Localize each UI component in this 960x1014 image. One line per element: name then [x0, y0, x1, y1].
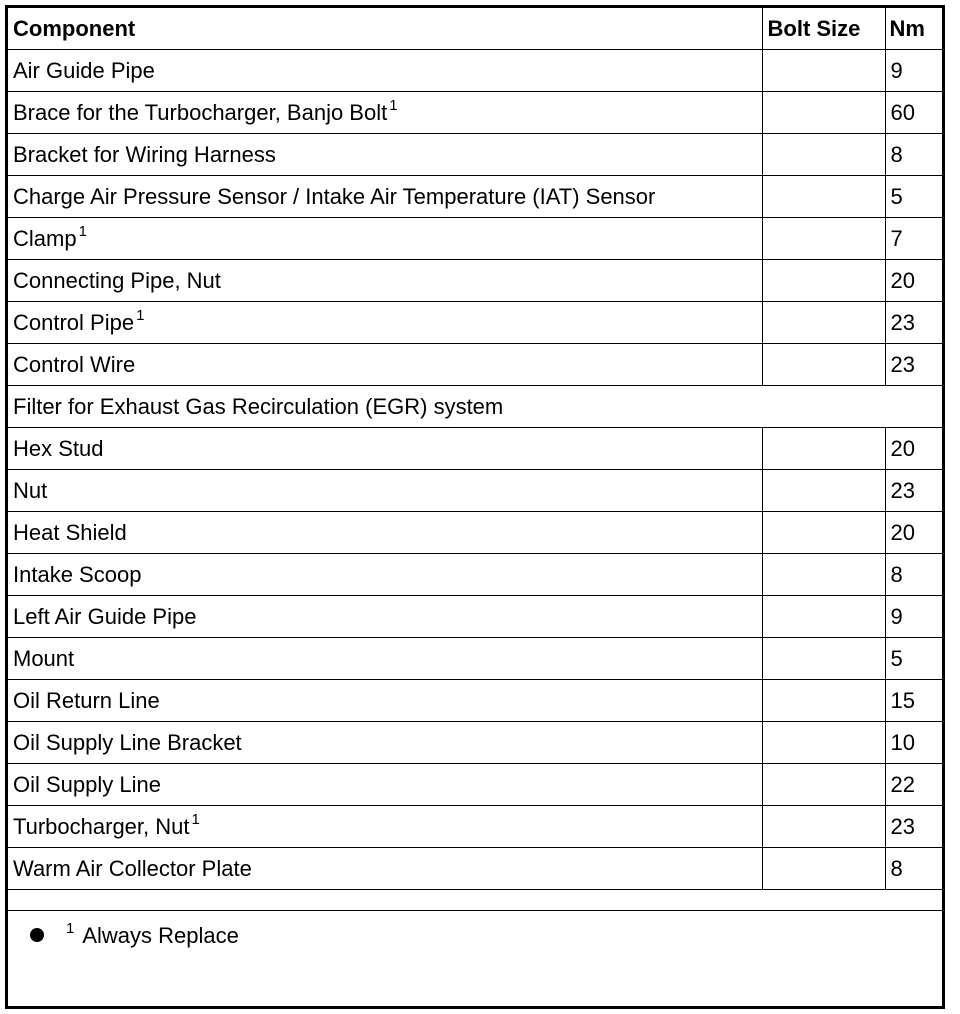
component-cell: Air Guide Pipe — [8, 50, 762, 92]
table-row — [8, 554, 942, 596]
nm-cell: 23 — [885, 470, 942, 512]
nm-cell: 7 — [885, 218, 942, 260]
bolt-size-cell — [762, 176, 885, 218]
nm-cell: 8 — [885, 848, 942, 890]
nm-cell: 10 — [885, 722, 942, 764]
table-row — [8, 722, 942, 764]
bolt-size-cell — [762, 428, 885, 470]
nm-cell: 20 — [885, 260, 942, 302]
footnote-marker: 1 — [66, 920, 75, 937]
component-cell: Oil Supply Line Bracket — [8, 722, 762, 764]
footnote-text: Always Replace — [82, 923, 239, 948]
table-row — [8, 596, 942, 638]
nm-cell: 8 — [885, 134, 942, 176]
bolt-size-cell — [762, 134, 885, 176]
table-row — [8, 260, 942, 302]
nm-cell: 9 — [885, 596, 942, 638]
nm-cell: 5 — [885, 638, 942, 680]
table-row — [8, 848, 942, 890]
component-cell: Mount — [8, 638, 762, 680]
component-cell: Left Air Guide Pipe — [8, 596, 762, 638]
nm-cell: 23 — [885, 806, 942, 848]
component-cell: Clamp $^1$ — [8, 218, 762, 260]
bolt-size-cell — [762, 806, 885, 848]
table-row — [8, 134, 942, 176]
component-cell: Filter for Exhaust Gas Recirculation (EGR) system — [8, 386, 942, 428]
component-cell: Nut — [8, 470, 762, 512]
bolt-size-cell — [762, 722, 885, 764]
nm-cell: 22 — [885, 764, 942, 806]
component-cell: Oil Supply Line — [8, 764, 762, 806]
bolt-size-cell — [762, 512, 885, 554]
component-cell: Turbocharger, Nut $^1$ — [8, 806, 762, 848]
table-row — [8, 764, 942, 806]
bolt-size-cell — [762, 638, 885, 680]
header-bolt-size: Bolt Size — [762, 8, 885, 50]
table-row — [8, 50, 942, 92]
nm-cell: 8 — [885, 554, 942, 596]
nm-cell: 20 — [885, 428, 942, 470]
bolt-size-cell — [762, 260, 885, 302]
table-row — [8, 470, 942, 512]
header-component: Component — [8, 8, 762, 50]
component-cell: Warm Air Collector Plate — [8, 848, 762, 890]
bolt-size-cell — [762, 764, 885, 806]
component-cell: Control Pipe $^1$ — [8, 302, 762, 344]
component-cell: Oil Return Line — [8, 680, 762, 722]
nm-cell: 20 — [885, 512, 942, 554]
table-row — [8, 512, 942, 554]
table-row — [8, 92, 942, 134]
table-row — [8, 428, 942, 470]
bolt-size-cell — [762, 218, 885, 260]
torque-spec-table — [8, 8, 942, 890]
component-cell: Charge Air Pressure Sensor / Intake Air Temperature (IAT) Sensor — [8, 176, 762, 218]
table-row — [8, 680, 942, 722]
footnote-marker: 1 — [191, 811, 200, 828]
nm-cell: 60 — [885, 92, 942, 134]
footnote-marker: 1 — [389, 97, 398, 114]
table-row — [8, 176, 942, 218]
bolt-size-cell — [762, 92, 885, 134]
bolt-size-cell — [762, 848, 885, 890]
component-cell: Control Wire — [8, 344, 762, 386]
table-row — [8, 302, 942, 344]
nm-cell: 23 — [885, 344, 942, 386]
bolt-size-cell — [762, 554, 885, 596]
bolt-size-cell — [762, 50, 885, 92]
table-row-section — [8, 386, 942, 428]
footnote — [30, 921, 239, 951]
bullet-icon — [30, 928, 44, 942]
component-cell: Brace for the Turbocharger, Banjo Bolt $^1$ — [8, 92, 762, 134]
bolt-size-cell — [762, 680, 885, 722]
nm-cell: 9 — [885, 50, 942, 92]
nm-cell: 15 — [885, 680, 942, 722]
table-row — [8, 218, 942, 260]
table-row — [8, 638, 942, 680]
bolt-size-cell — [762, 302, 885, 344]
component-cell: Hex Stud — [8, 428, 762, 470]
bolt-size-cell — [762, 470, 885, 512]
torque-spec-table-frame — [5, 5, 945, 1009]
footnote-marker: 1 — [136, 307, 145, 324]
footnote-area — [8, 910, 942, 1007]
component-cell: Bracket for Wiring Harness — [8, 134, 762, 176]
nm-cell: 23 — [885, 302, 942, 344]
bolt-size-cell — [762, 596, 885, 638]
header-nm: Nm — [885, 8, 942, 50]
table-header-row — [8, 8, 942, 50]
footnote-marker: 1 — [78, 223, 87, 240]
component-cell: Intake Scoop — [8, 554, 762, 596]
bolt-size-cell — [762, 344, 885, 386]
table-row — [8, 806, 942, 848]
nm-cell: 5 — [885, 176, 942, 218]
table-row — [8, 344, 942, 386]
component-cell: Connecting Pipe, Nut — [8, 260, 762, 302]
component-cell: Heat Shield — [8, 512, 762, 554]
